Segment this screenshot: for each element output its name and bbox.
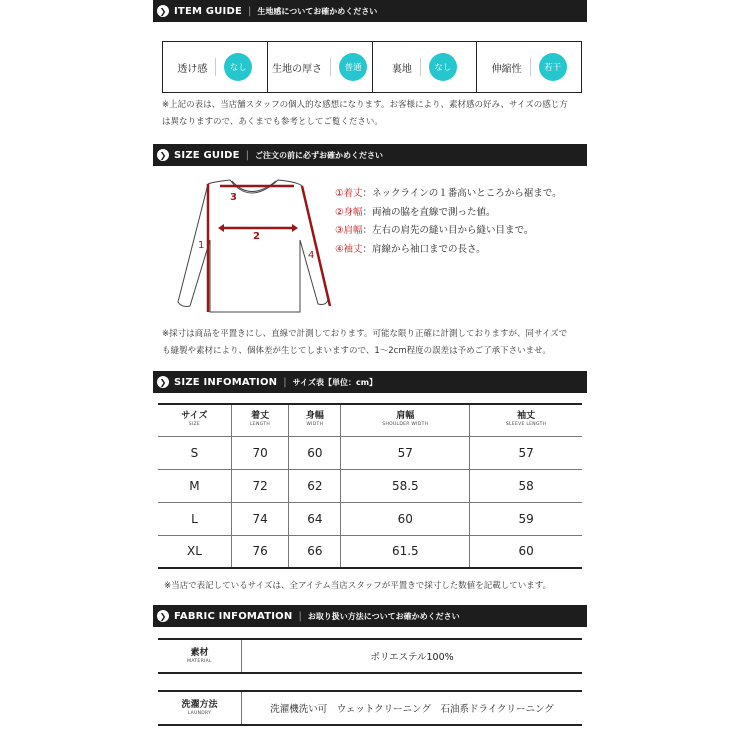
divider [215,58,216,76]
table-cell: M [158,469,231,502]
column-header: 肩幅 SHOULDER WIDTH [341,404,470,436]
table-row [158,436,582,469]
list-item: ②身幅：両袖の脇を直線で測った値。 [335,206,496,218]
item-guide-subtitle: 生地感についてお確かめください [257,6,378,16]
guide-value-badge: なし [429,53,457,81]
laundry-value: 洗濯機洗い可 ウェットクリーニング 石油系ドライクリーニング [270,704,554,715]
table-row [158,469,582,502]
table-cell: 74 [231,502,288,535]
note-line: も縫製や素材により、個体差が生じてしまいますので、1〜2cm程度の誤差は予めご了承下さいませ。 [162,346,551,356]
laundry-label: 洗濯方法 LAUNDRY [158,692,242,724]
divider: | [245,149,250,161]
divider [330,58,331,76]
guide-value-badge: 若干 [539,53,567,81]
chevron-right-icon: ❯ [157,149,169,161]
item-guide-note [162,97,582,131]
size-info-subtitle: サイズ表【単位：cm】 [292,377,378,387]
size-guide-note [162,326,582,360]
table-cell: S [158,436,231,469]
size-info-header [153,371,587,393]
chevron-right-icon: ❯ [157,5,169,17]
garment-diagram [160,172,340,322]
item-guide-header [153,0,587,22]
guide-label: 伸縮性 [491,63,522,75]
size-guide-list [335,185,562,259]
size-guide-subtitle: ご注文の前に必ずお確かめください [255,150,384,160]
table-cell: 70 [231,436,288,469]
table-cell: 64 [289,502,341,535]
divider [530,58,531,76]
guide-cell-lining [373,42,478,92]
item-guide-title: ITEM GUIDE [174,5,242,17]
chevron-right-icon: ❯ [157,376,169,388]
column-header: 袖丈 SLEEVE LENGTH [470,404,582,436]
table-cell: 60 [341,502,470,535]
table-row [158,535,582,568]
marker-1: 1 [198,240,205,251]
table-cell: 60 [289,436,341,469]
table-cell: 72 [231,469,288,502]
divider: | [283,376,287,388]
guide-value-badge: なし [224,53,252,81]
column-header: 身幅 WIDTH [289,404,341,436]
fabric-info-subtitle: お取り扱い方法についてお確かめください [307,611,460,621]
marker-3: 3 [230,192,237,203]
material-label: 素材 MATERIAL [158,640,242,672]
table-cell: 61.5 [341,535,470,568]
table-cell: 58 [470,469,582,502]
marker-4: 4 [308,250,315,261]
material-value: ポリエステル100% [370,652,454,663]
size-info-title: SIZE INFOMATION [174,376,278,388]
list-item: ④袖丈：肩線から袖口までの長さ。 [335,243,486,255]
table-cell: 57 [470,436,582,469]
size-info-note: ※当店で表記しているサイズは、全アイテム当店スタッフが平置きで採寸した数値を記載しています。 [164,581,552,591]
divider [420,58,421,76]
note-line: は異なりますので、あくまでも参考としてご覧ください。 [162,117,383,127]
guide-label: 生地の厚さ [272,63,323,75]
guide-label: 裏地 [391,63,412,75]
guide-label: 透け感 [177,63,208,75]
chevron-right-icon: ❯ [157,610,169,622]
table-cell: 59 [470,502,582,535]
table-row [158,502,582,535]
table-cell: 66 [289,535,341,568]
note-line: ※上記の表は、当店舗スタッフの個人的な感想になります。お客様により、素材感の好み、サイズの感じ方 [162,100,568,110]
table-cell: L [158,502,231,535]
list-item: ③肩幅：左右の肩先の縫い目から縫い目まで。 [335,225,534,236]
divider: | [298,610,302,622]
list-item: ①着丈：ネックラインの１番高いところから裾まで。 [335,188,562,199]
size-guide-title: SIZE GUIDE [174,149,240,161]
marker-2: 2 [253,231,260,242]
material-row [158,638,582,674]
table-header-row [158,404,582,436]
table-cell: 60 [470,535,582,568]
table-cell: 58.5 [341,469,470,502]
fabric-info-title: FABRIC INFOMATION [174,610,293,622]
table-cell: 57 [341,436,470,469]
table-cell: XL [158,535,231,568]
fabric-info-header [153,605,587,627]
column-header: 着丈 LENGTH [231,404,288,436]
guide-cell-thickness [268,42,373,92]
column-header: サイズ SIZE [158,404,231,436]
guide-cell-sheerness [163,42,268,92]
laundry-row [158,690,582,726]
size-guide-header [153,144,587,166]
size-table [158,403,582,569]
table-cell: 76 [231,535,288,568]
item-guide-table [162,41,582,93]
guide-cell-stretch [477,42,581,92]
guide-value-badge: 普通 [339,53,367,81]
divider: | [248,5,252,17]
table-cell: 62 [289,469,341,502]
note-line: ※採寸は商品を平置きにし、直線で計測しております。可能な限り正確に計測しておりますが、同サイズで [162,329,568,339]
